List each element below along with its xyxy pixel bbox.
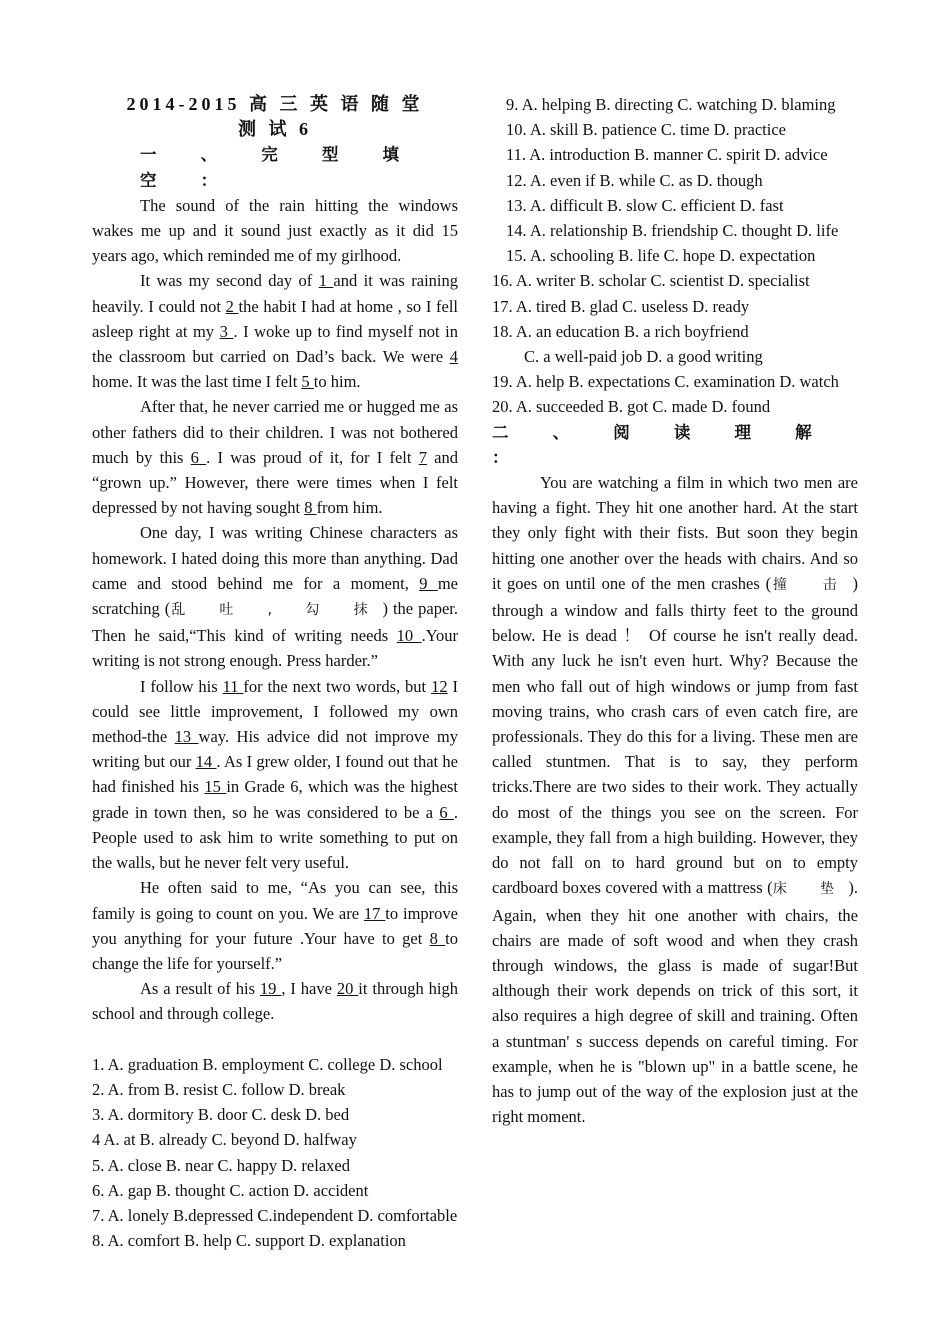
option-line: 12. A. even if B. while C. as D. though (506, 170, 763, 190)
option-line: 13. A. difficult B. slow C. efficient D. fast (506, 195, 784, 215)
option-line: 15. A. schooling B. life C. hope D. expectation (506, 246, 816, 266)
blank-11: 11 (222, 676, 244, 696)
blank-6: 6 (190, 447, 207, 467)
option-line: 14. A. relationship B. friendship C. thought D. life (506, 221, 839, 241)
cloze-paragraph-1: The sound of the rain hitting the windows wakes me up and it sound just exactly as it did 15 years ago, which reminded me of my girlhood. (92, 195, 458, 266)
option-line: 3. A. dormitory B. door C. desk D. bed (92, 1105, 350, 1125)
cloze-paragraph-7: As a result of his 19 , I have 20 it through high school and through college. (92, 979, 458, 1024)
section1-heading: 一 、 完 型 填 空 ： (140, 145, 419, 190)
option-line: 4 A. at B. already C. beyond D. halfway (92, 1130, 357, 1150)
blank-12: 12 (431, 676, 448, 696)
option-line: 5. A. close B. near C. happy D. relaxed (92, 1155, 350, 1175)
chinese-gloss: 乱 吐 , 勾 抹 (170, 602, 383, 619)
options-list-left (92, 1052, 458, 1254)
blank-20: 20 (336, 979, 359, 999)
page-title: 2014-2015 高 三 英 语 随 堂 (126, 94, 424, 114)
option-line: 19. A. help B. expectations C. examination D. watch (492, 372, 839, 392)
option-line: 11. A. introduction B. manner C. spirit D. advice (506, 145, 828, 165)
reading-passage: You are watching a film in which two men are having a fight. They hit one another hard. At the start they only fight with their fists. But soon they begin hitting one another over the heads with chairs. And so it goes on until one of the men crashes (撞 击) through a window and falls thirty feet to the ground below. He is dead ！ Of course he isn't really dead. With any luck he isn't even hurt. Why? Because the men who fall out of high windows or jump from fast moving trains, who crash cars of even catch fire, are professionals. They do this for a living. These men are called stuntmen. That is to say, they perform tricks.There are two sides to their work. They actually do most of the things you see on the screen. For example, they fall from a high building. However, they do not fall on to hard ground but on to empty cardboard boxes covered with a mattress (床 垫). Again, when they hit one another with chairs, the chairs are made of soft wood and when they crash through windows, the glass is made of sugar!But although their work depends on trick of this sort, it also requires a high degree of skill and training. Often a stuntman' s success depends on careful timing. For example, when he is "blown up" in a battle scene, he has to jump out of the way of the explosion just at the right moment. (492, 473, 859, 1127)
cloze-paragraph-5: I follow his 11 for the next two words, but 12 I could see little improvement, I followed my own method-the 13 way. His advice did not improve my writing but our 14 . As I grew older, I found out that he had finished his 15 in Grade 6, which was the highest grade in town then, so he was considered to be a 6 . People used to ask him to write something to put on the walls, but he never felt very useful. (92, 676, 459, 873)
option-line: 17. A. tired B. glad C. useless D. ready (492, 296, 750, 316)
blank-17: 17 (363, 903, 386, 923)
option-line: 20. A. succeeded B. got C. made D. found (492, 397, 771, 417)
blank-19: 19 (259, 979, 282, 999)
cloze-paragraph-4: One day, I was writing Chinese characters as homework. I hated doing this more than anything. Dad came and stood behind me for a moment, 9 me scratching (乱 吐 , 勾 抹) the paper. Then he said,“This kind of writing needs 10 .Your writing is not strong enough. Press harder.” (92, 523, 458, 671)
blank-7: 7 (418, 447, 427, 467)
left-column (92, 92, 458, 1253)
blank-10: 10 (396, 626, 422, 646)
blank-16: 6 (439, 802, 454, 822)
option-line: C. a well-paid job D. a good writing (524, 347, 763, 367)
option-line: 18. A. an education B. a rich boyfriend (492, 321, 749, 341)
blank-15: 15 (204, 777, 227, 797)
option-line: 9. A. helping B. directing C. watching D. blaming (506, 95, 836, 114)
page-title-line2: 测 试 6 (238, 119, 312, 140)
cloze-paragraph-6: He often said to me, “As you can see, this family is going to count on you. We are 17 to improve you anything for your future .Your have to get 8 to change the life for yourself.” (92, 878, 459, 973)
blank-2: 2 (225, 296, 239, 316)
chinese-gloss: 床 垫 (772, 881, 849, 898)
blank-4: 4 (449, 347, 458, 367)
option-line: 7. A. lonely B.depressed C.independent D. comfortable (92, 1205, 458, 1225)
cloze-paragraph-3: After that, he never carried me or hugged me as other fathers did to their children. I was not bothered much by this 6 . I was proud of it, for I felt 7 and “grown up.” However, there were times when I felt depressed by not having sought 8 from him. (92, 397, 458, 518)
blank-9: 9 (419, 573, 438, 593)
options-list-right-2 (492, 268, 858, 419)
blank-13: 13 (174, 727, 199, 747)
blank-1: 1 (318, 271, 334, 291)
blank-5: 5 (301, 372, 314, 392)
option-line: 10. A. skill B. patience C. time D. practice (506, 120, 786, 140)
blank-3: 3 (219, 321, 234, 341)
blank-18: 8 (429, 928, 446, 948)
options-list-right (492, 92, 858, 268)
option-line: 8. A. comfort B. help C. support D. explanation (92, 1231, 406, 1251)
blank-8: 8 (304, 498, 317, 518)
cloze-paragraph-2: It was my second day of 1 and it was raining heavily. I could not 2 the habit I had at home , so I fell asleep right at my 3 . I woke up to find myself not in the classroom but carried on Dad’s back. We were 4 home. It was the last time I felt 5 to him. (92, 271, 459, 392)
blank-14: 14 (195, 752, 217, 772)
right-column (492, 92, 858, 1129)
option-line: 16. A. writer B. scholar C. scientist D. specialist (492, 271, 810, 291)
option-line: 6. A. gap B. thought C. action D. accident (92, 1180, 369, 1200)
section2-heading: 二 、 阅 读 理 解 ： (492, 422, 832, 467)
option-line: 1. A. graduation B. employment C. college D. school (92, 1054, 443, 1074)
option-line: 2. A. from B. resist C. follow D. break (92, 1079, 346, 1099)
chinese-gloss: 撞 击 (771, 576, 853, 593)
